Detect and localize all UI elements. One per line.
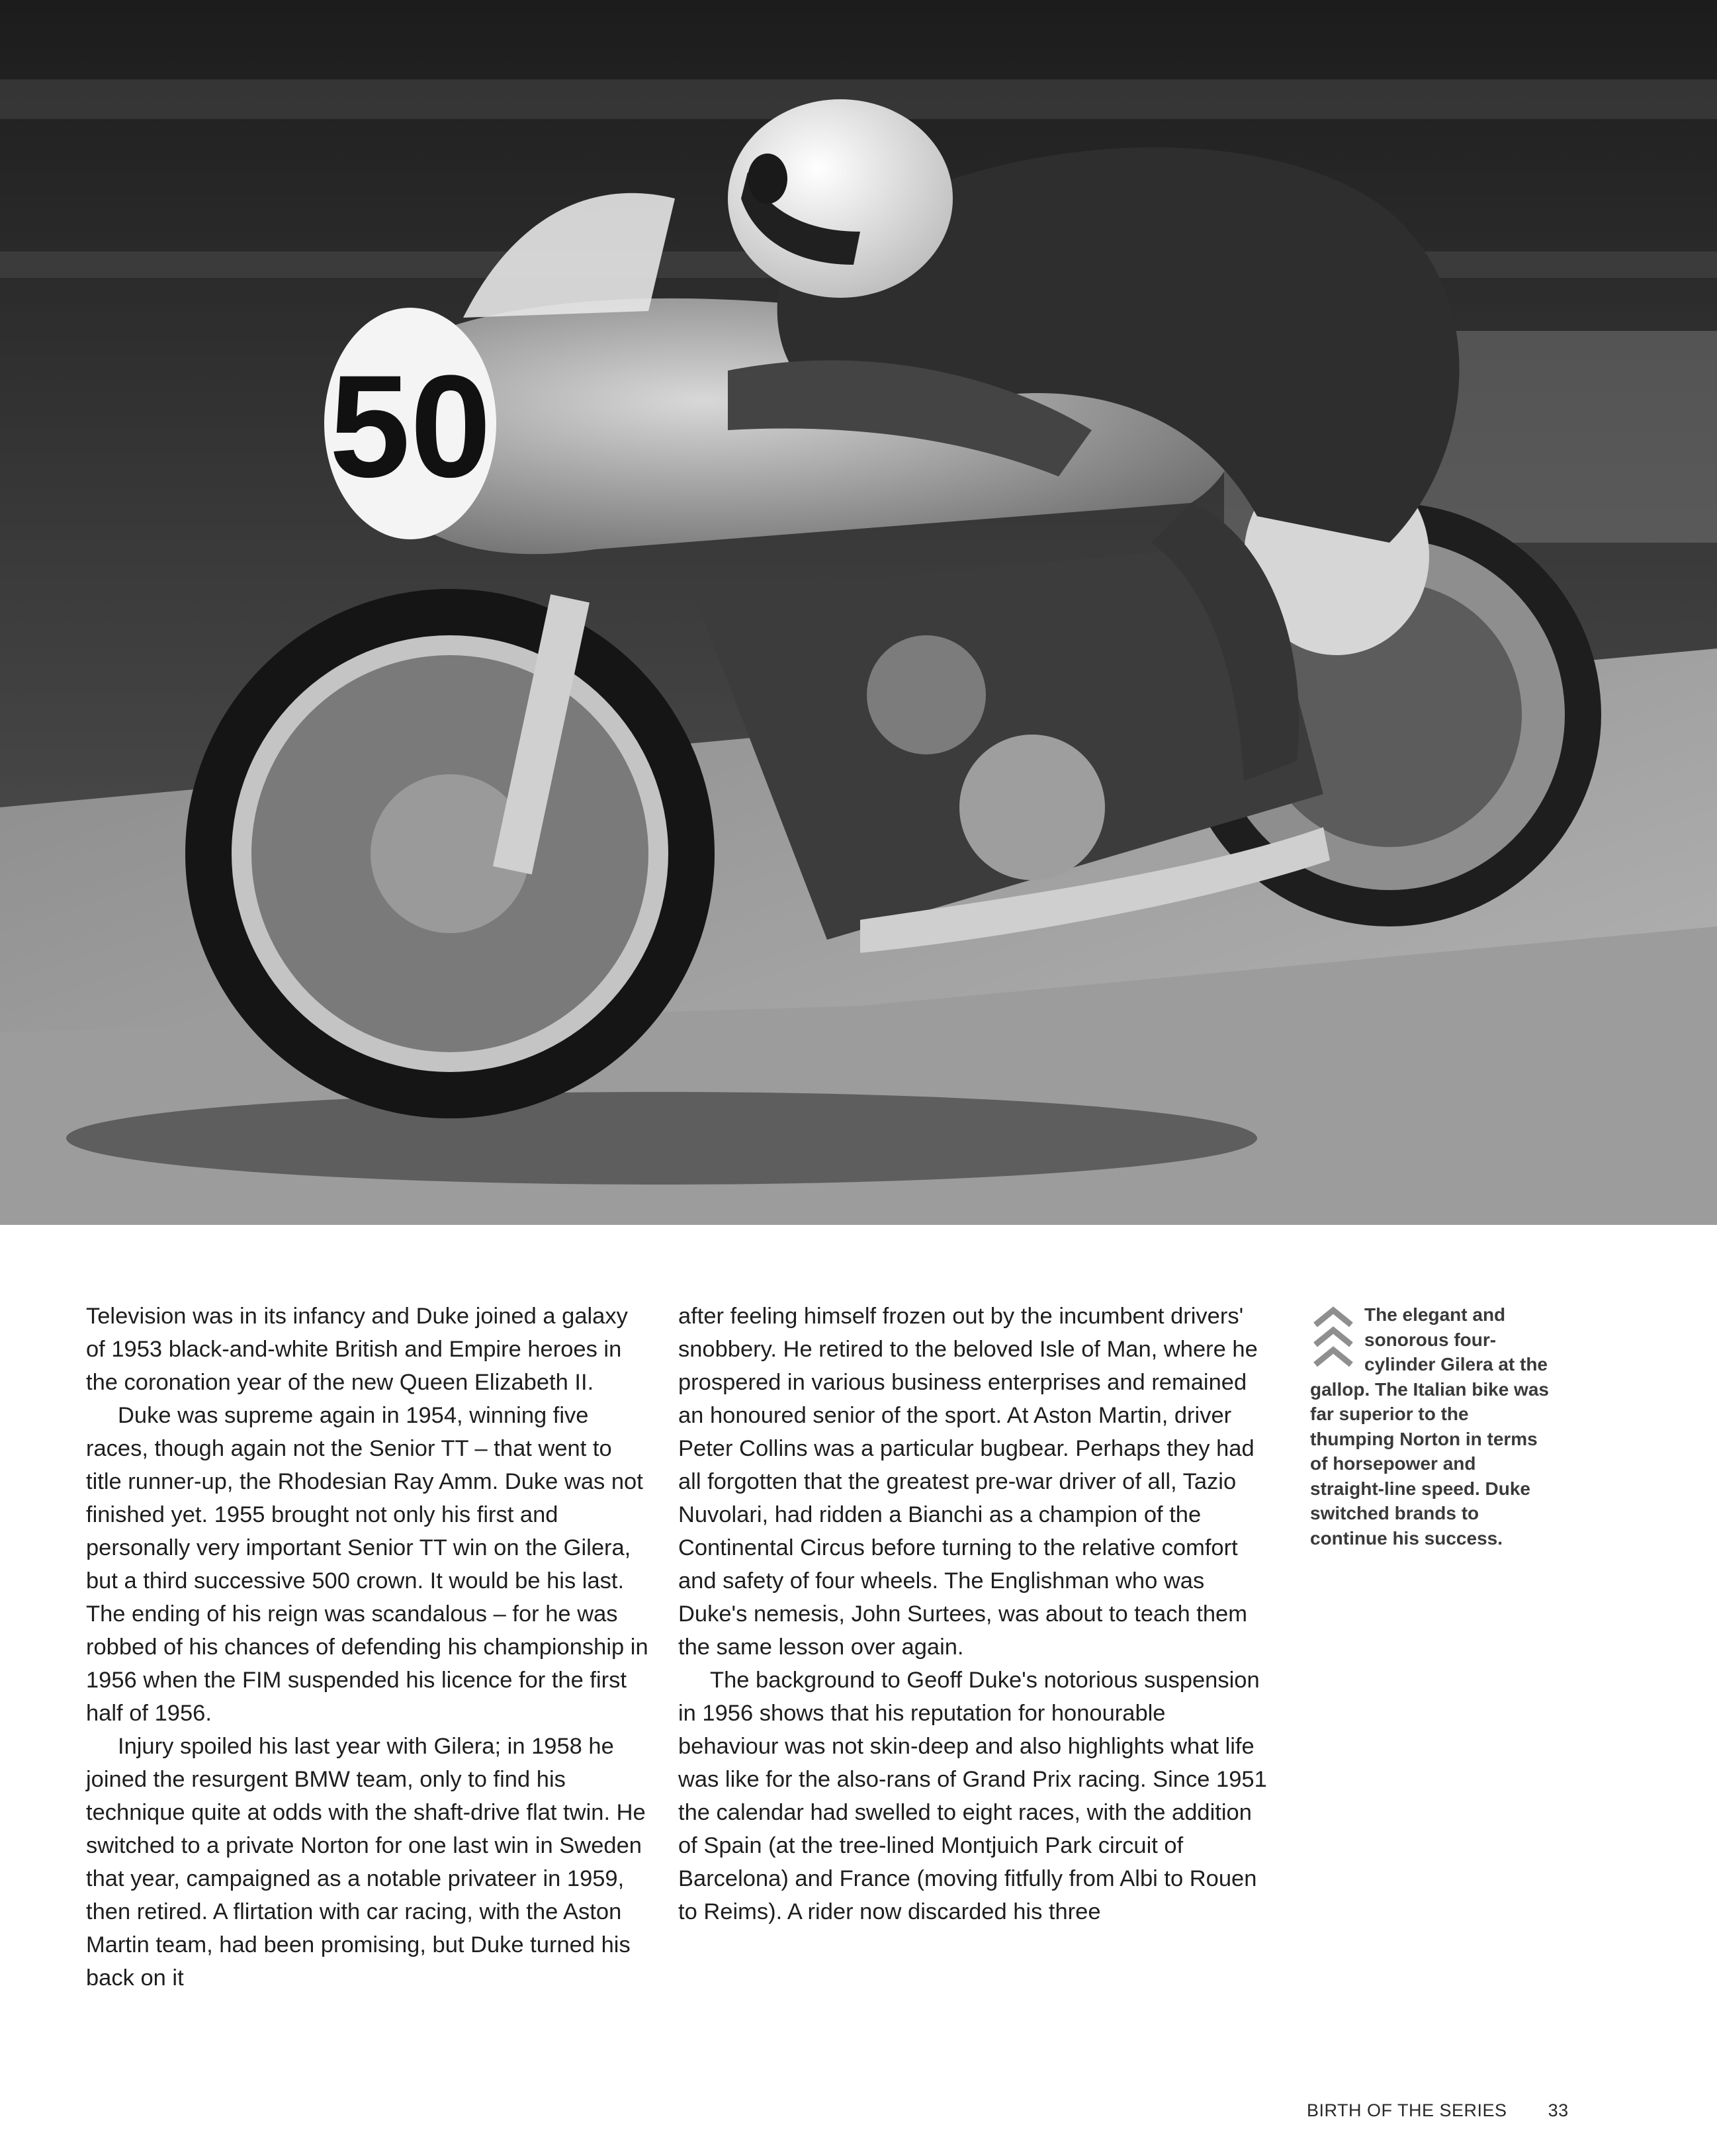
paragraph: Injury spoiled his last year with Gilera; in 1958 he joined the resurgent BMW team, only to find his technique quite at odds with the shaft-drive flat twin. He switched to a private Norton for one last win in Sweden that year, campaigned as a notable privateer in 1959, then retired. A flirtation with car racing, with the Aston Martin team, had been promising, but Duke turned his back on it	[86, 1734, 646, 1991]
page-number: 33	[1548, 2100, 1569, 2120]
paragraph: The background to Geoff Duke's notorious suspension in 1956 shows that his reputation for honourable behaviour was not skin-deep and also highlights what life was like for the also-rans of Grand Prix racing. Since 1951 the calendar had swelled to eight races, with the addition of Spain (at the tree-lined Montjuich Park circuit of Barcelona) and France (moving fitfully from Albi to Rouen to Reims). A rider now discarded his three	[678, 1668, 1267, 1924]
page-footer	[1307, 2100, 1569, 2121]
chevron-up-icon	[1310, 1302, 1356, 1376]
paragraph: after feeling himself frozen out by the incumbent drivers' snobbery. He retired to the beloved Isle of Man, where he prospered in various business enterprises and remained an honoured senior of the sport. At Aston Martin, driver Peter Collins was a particular bugbear. Perhaps they had all forgotten that the greatest pre-war driver of all, Tazio Nuvolari, had ridden a Bianchi as a champion of the Continental Circus before turning to the relative comfort and safety of four wheels. The Englishman who was Duke's nemesis, John Surtees, was about to teach them the same lesson over again.	[678, 1304, 1258, 1660]
body-text-column-1	[86, 1300, 648, 1995]
body-text-column-2	[678, 1300, 1267, 1928]
paragraph: Duke was supreme again in 1954, winning five races, though again not the Senior TT – that went to title runner-up, the Rhodesian Ray Amm. Duke was not finished yet. 1955 brought not only his first and personally very important Senior TT win on the Gilera, but a third successive 500 crown. It would be his last. The ending of his reign was scandalous – for he was robbed of his chances of defending his championship in 1956 when the FIM suspended his licence for the first half of 1956.	[86, 1403, 648, 1726]
caption-text: The elegant and sonorous four-cylinder Gilera at the gallop. The Italian bike was far superior to the thumping Norton in terms of horsepower and straight-line speed. Duke switched brands to continue his success.	[1310, 1304, 1549, 1549]
section-title: BIRTH OF THE SERIES	[1307, 2100, 1507, 2120]
paragraph: Television was in its infancy and Duke joined a galaxy of 1953 black-and-white British and Empire heroes in the coronation year of the new Queen Elizabeth II.	[86, 1304, 628, 1395]
race-number: 50	[329, 345, 492, 508]
photo-caption	[1310, 1302, 1555, 1550]
